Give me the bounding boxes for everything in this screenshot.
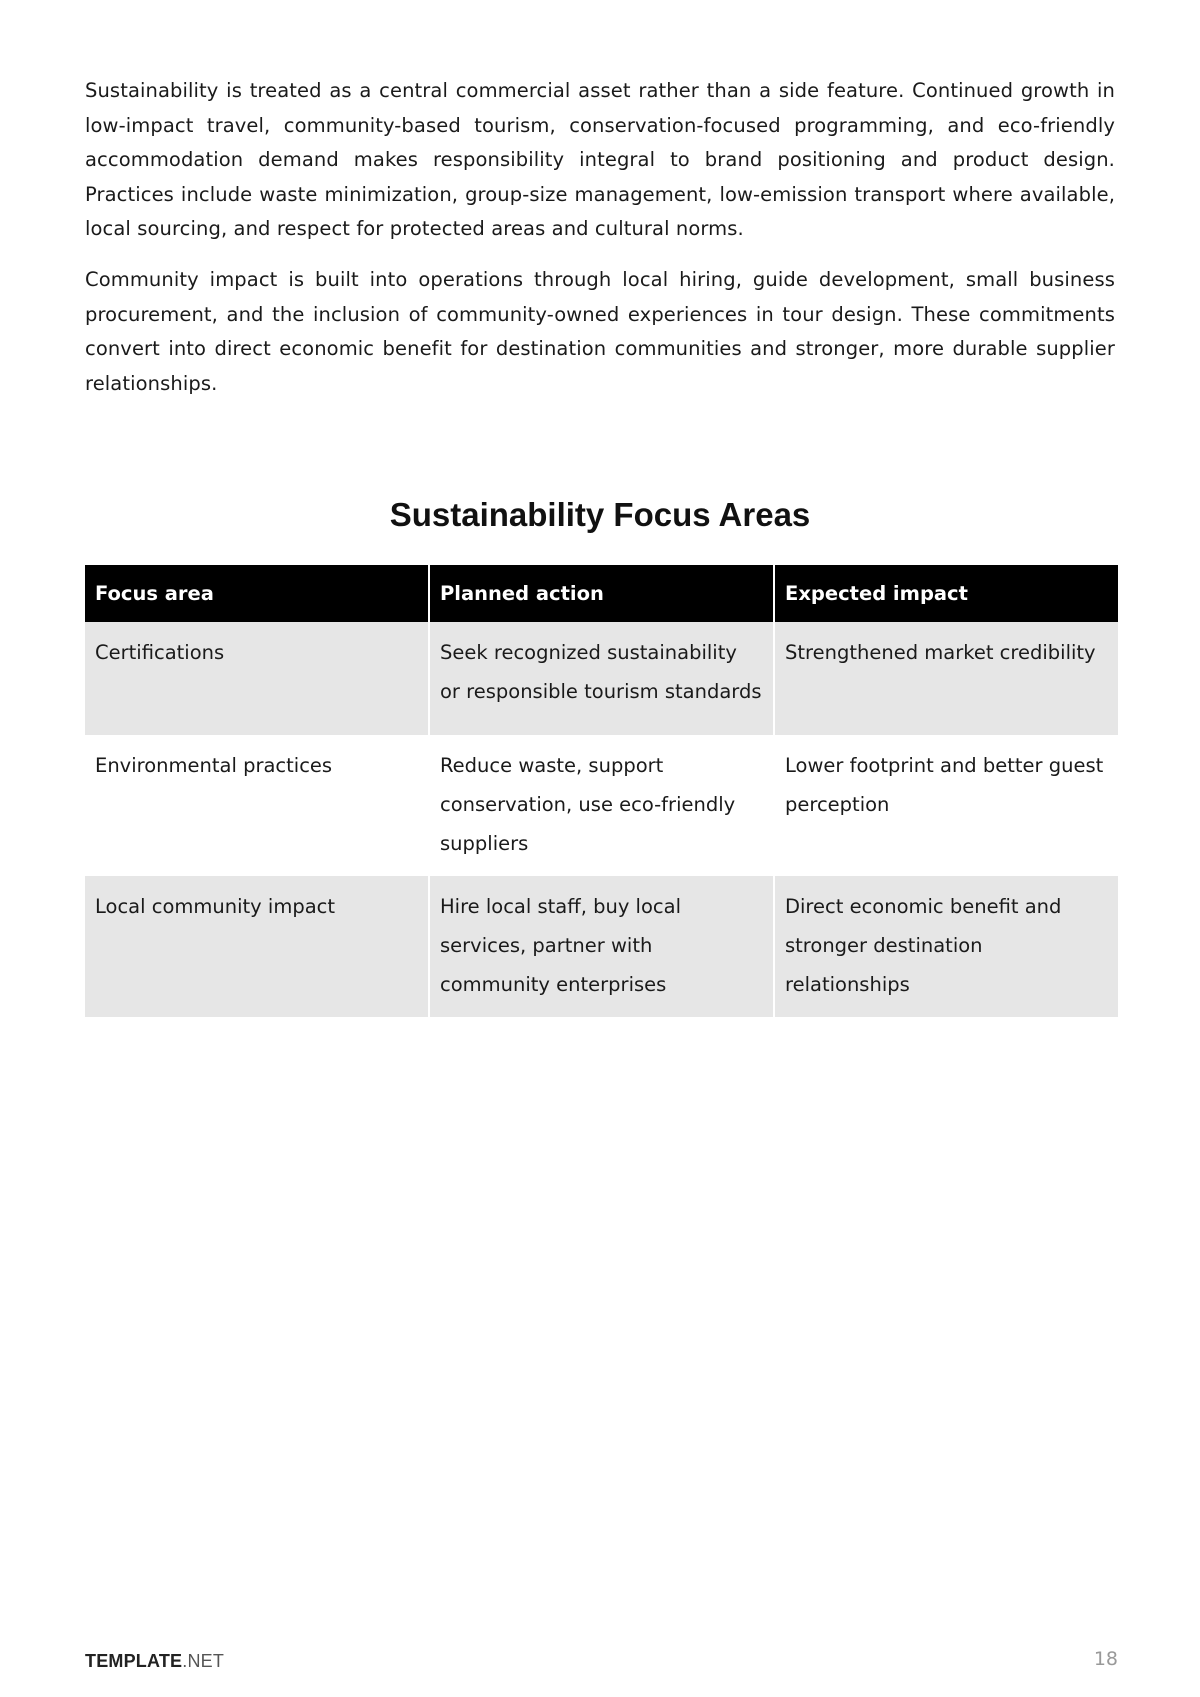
table-row [85,735,1118,876]
cell-expected-impact: Direct economic benefit and stronger destination relationships [774,876,1118,1017]
intro-paragraph: Sustainability is treated as a central commercial asset rather than a side feature. Continued growth in low-impact travel, community-based tourism, conservation-focused programming, and eco-friendly accommodation demand makes responsibility integral to brand positioning and product design. Practices include waste minimization, group-size management, low-emission transport where available, local sourcing, and respect for protected areas and cultural norms. [85,79,1115,240]
column-header-focus-area: Focus area [85,565,429,622]
brand-name-strong: TEMPLATE [85,1651,183,1671]
cell-planned-action: Hire local staff, buy local services, partner with community enterprises [429,876,774,1017]
table-row [85,876,1118,1017]
cell-focus-area: Environmental practices [85,735,429,876]
cell-focus-area: Certifications [85,622,429,735]
cell-planned-action: Seek recognized sustainability or responsible tourism standards [429,622,774,735]
focus-areas-table [85,565,1118,1017]
cell-focus-area: Local community impact [85,876,429,1017]
table-header-row [85,565,1118,622]
brand-name-suffix: .NET [182,1651,225,1671]
community-paragraph: Community impact is built into operations through local hiring, guide development, small business procurement, and the inclusion of community-owned experiences in tour design. These commitments convert into direct economic benefit for destination communities and stronger, more durable supplier relationships. [85,268,1115,395]
column-header-expected-impact: Expected impact [774,565,1118,622]
footer-brand-logo [85,1650,224,1672]
section-title: Sustainability Focus Areas [389,496,811,533]
cell-expected-impact: Strengthened market credibility [774,622,1118,735]
table-row [85,622,1118,735]
cell-expected-impact: Lower footprint and better guest perception [774,735,1118,876]
cell-planned-action: Reduce waste, support conservation, use eco-friendly suppliers [429,735,774,876]
page-number: 18 [1093,1648,1118,1670]
column-header-planned-action: Planned action [429,565,774,622]
